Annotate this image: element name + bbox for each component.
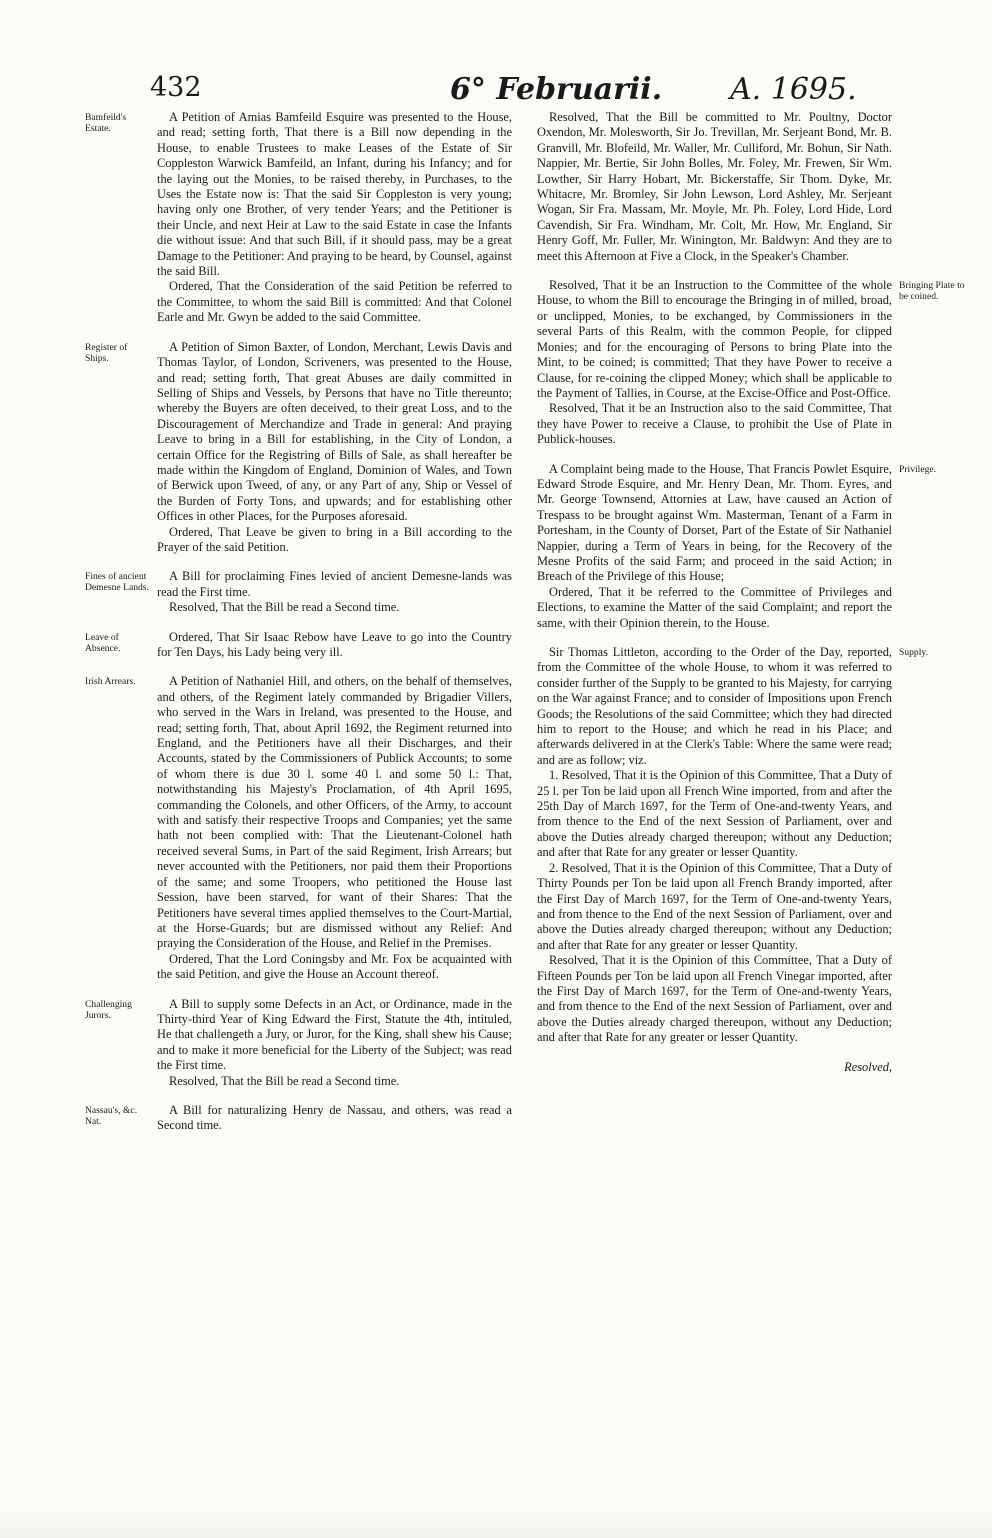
- paragraph: A Bill for proclaiming Fines levied of ancient Demesne-lands was read the First time.: [157, 569, 512, 599]
- journal-date: 6° Februarii.: [450, 72, 663, 107]
- entry-supply: [537, 645, 928, 1046]
- paragraph: Resolved, That the Bill be read a Second time.: [169, 1073, 400, 1088]
- paragraph: Ordered, That Sir Isaac Rebow have Leave to go into the Country for Ten Days, his Lady being very ill.: [157, 629, 512, 659]
- margin-note: Privilege.: [899, 463, 937, 475]
- paragraph: A Petition of Simon Baxter, of London, Merchant, Lewis Davis and Thomas Taylor, of London, Scriveners, was presented to the House, and read; setting forth, That great Abuses are daily committed in Selling of Ships and Vessels, by Persons that have no Title thereunto; whereby the Buyers are often deceived, to their great Loss, and to the Discouragement of Merchandize and Trade in general: And praying Leave to bring in a Bill for establishing, in the City of London, a certain Office for the Registring of Bills of Sale, as shall hereafter be made within the Kingdom of England, Dominion of Wales, and Town of Berwick upon Tweed, of any, or any Part of any, Ship or Vessel of the Burden of Forty Tons, and upwards; and for establishing other Offices in other Places, for the Purposes aforesaid.: [157, 339, 512, 524]
- paragraph: Ordered, That the Consideration of the said Petition be referred to the Committee, to whom the said Bill is committed: And that Colonel Earle and Mr. Gwyn be added to the said Committee.: [157, 279, 512, 325]
- margin-note: Bamfeild's Estate.: [85, 112, 127, 134]
- margin-note: Irish Arrears.: [85, 676, 136, 688]
- paragraph: A Complaint being made to the House, That Francis Powlet Esquire, Edward Strode Esquire, and Mr. Henry Dean, Mr. Thom. Eyres, and Mr. George Townsend, Attornies at Law, have caused an Action of Trespass to be brought against Wm. Masterman, Tenant of a Farm in Portesham, in the County of Dorset, Part of the Estate of Sir Nathaniel Nappier, during a Term of Years in being, for the Recovery of the Mesne Profits of the said Farm; and proceed in the said Action; in Breach of the Privilege of this House;: [537, 461, 892, 584]
- left-column: [85, 110, 512, 1148]
- margin-note: Register of Ships.: [85, 341, 128, 364]
- entry-fines-demesne: [85, 569, 512, 615]
- paragraph: 2. Resolved, That it is the Opinion of this Committee, That a Duty of Thirty Pounds per Ton be laid upon all French Brandy imported, after the First Day of March 1697, for the Term of One-and-twenty Years, and from thence to the End of the next Session of Parliament, over and above the Duties already charged thereupon; without any Deduction; and after that Rate for any greater or lesser Quantity.: [537, 860, 892, 952]
- paragraph: A Bill for naturalizing Henry de Nassau, and others, was read a Second time.: [157, 1102, 512, 1133]
- page-number: 432: [150, 72, 202, 103]
- paragraph: Resolved, That it be an Instruction to the Committee of the whole House, to whom the Bill to encourage the Bringing in of milled, broad, or unclipped, Monies, to be exchanged, by Commissioners in the several Parts of this Realm, with the common People, for clipped Monies; and for the encouraging of Persons to bring Plate into the Mint, to be coined; is committed; That they have Power to receive a Clause, for re-coining the clipped Money; which shall be applicable to the Payment of Tallies, in Course, at the Excise-Office and Post-Office.: [537, 278, 892, 400]
- margin-note: Bringing Plate to be coined.: [899, 280, 965, 303]
- paragraph: Resolved, That the Bill be committed to Mr. Poultny, Doctor Oxendon, Mr. Molesworth, Sir Jo. Trevillan, Mr. Serjeant Bond, Mr. B. Granvill, Mr. Blofeild, Mr. Waller, Mr. Culliford, Mr. Bohun, Sir Nath. Nappier, Mr. Bertie, Sir John Bolles, Mr. Foley, Mr. Frewen, Sir Wm. Lowther, Sir Harry Hobart, Mr. Bickerstaffe, Sir Thom. Dyke, Mr. Whitacre, Mr. Bromley, Sir John Lewson, Lord Ashley, Mr. Serjeant Wogan, Sir Fra. Massam, Mr. Moyle, Mr. Ph. Foley, Lord Hide, Lord Cavendish, Sir Fra. Windham, Mr. Colt, Mr. How, Mr. England, Sir Henry Goff, Mr. Fuller, Mr. Winington, Mr. Baldwyn: And they are to meet this Afternoon at Five a Clock, in the Speaker's Chamber.: [537, 110, 892, 263]
- paragraph: Ordered, That Leave be given to bring in a Bill according to the Prayer of the said Petition.: [157, 524, 512, 554]
- paragraph: Ordered, That it be referred to the Committee of Privileges and Elections, to examine the Matter of the said Complaint; and report the same, with their Opinion therein, to the House.: [537, 584, 892, 630]
- catchword: Resolved,: [844, 1059, 892, 1074]
- paragraph: Resolved, That it is the Opinion of this Committee, That a Duty of Fifteen Pounds per Ton be laid upon all French Vinegar imported, after the First Day of March 1697, for the Term of One-and-twenty Years, and from thence to the End of the next Session of Parliament, over and above the Duties already charged thereupon, without any Deduction; and after that Rate for any greater or lesser Quantity.: [537, 953, 892, 1045]
- margin-note: Challenging Jurors.: [85, 998, 132, 1021]
- paragraph: 1. Resolved, That it is the Opinion of this Committee, That a Duty of 25 l. per Ton be laid upon all French Wine imported, from and after the 25th Day of March 1697, for the Term of One-and-twenty Years, and from thence to the End of the next Session of Parliament, over and above the Duties already charged thereupon; without any Deduction; and after that Rate for any greater or lesser Quantity.: [537, 768, 892, 860]
- paragraph: Resolved, That it be an Instruction also to the said Committee, That they have Power to receive a Clause, to prohibit the Use of Plate in Publick-houses.: [537, 401, 892, 447]
- entry-irish-arrears: [85, 674, 512, 982]
- margin-note: Leave of Absence.: [85, 631, 121, 654]
- entry-plate-coined: [537, 278, 965, 447]
- entry-committee-members: [537, 110, 892, 264]
- paragraph: A Petition of Nathaniel Hill, and others, on the behalf of themselves, and others, of the Regiment lately commanded by Brigadier Villers, who served in the Wars in Ireland, was presented to the House, and read; setting forth, That, about April 1692, the Regiment returned into England, and the Petitioners have all their Discharges, and their Accounts, stated by the Commissioners of Publick Accounts; to some of whom there is due 30 l. some 40 l. and some 50 l.: That, notwithstanding his Majesty's Proclamation, of 4th April 1695, commanding the Colonels, and other Officers, of the Army, to account with and satisfy their respective Troops and Companies; yet the same hath not been complied with: That the Lieutenant-Colonel hath received several Sums, in Part of the said Regiment, Irish Arrears; but never accounted with the Petitioners, nor paid them their Proportions of the same; and some Troopers, who petitioned the House last Session, have been starved, for want of their Shares: That the Petitioners have several times applied themselves to the Court-Martial, at the Horse-Guards; but are dismissed without any Relief: And praying the Consideration of the House, and Relief in the Premises.: [157, 674, 512, 951]
- margin-note: Supply.: [899, 647, 928, 658]
- page-header: [0, 72, 992, 112]
- entry-nassau-naturalization: [85, 1102, 512, 1134]
- entry-register-of-ships: [85, 339, 512, 556]
- entry-bamfeild-estate: [85, 110, 512, 326]
- paragraph: Resolved, That the Bill be read a Second time.: [169, 600, 400, 615]
- paragraph: A Bill to supply some Defects in an Act, or Ordinance, made in the Thirty-third Year of King Edward the First, Statute the 4th, intituled, He that challengeth a Jury, or Juror, for the King, shall shew his Cause; and to make it more beneficial for the Liberty of the Subject; was read the First time.: [157, 996, 512, 1073]
- paragraph: A Petition of Amias Bamfeild Esquire was presented to the House, and read; setting forth, That there is a Bill now depending in the House, to enable Trustees to make Leases of the Estate of Sir Coppleston Warwick Bamfeild, an Infant, during his Infancy; and for the laying out the Monies, to be raised thereby, in Purchases, to the Uses the Estate now is: That the said Sir Coppleston is very young; having only one Brother, of very tender Years; and the Petitioner is their Uncle, and next Heir at Law to the said Estate in case the Infants die without issue: And that such Bill, if it should pass, may be a great Damage to the Petitioner: And praying to be heard, by Counsel, against the said Bill.: [157, 110, 512, 279]
- paragraph: Sir Thomas Littleton, according to the Order of the Day, reported, from the Committee of the whole House, to whom it was referred to consider further of the Supply to be granted to his Majesty, for carrying on the War against France; and to consider of Impositions upon French Goods; the Resolutions of the said Committee; which they had directed him to report to the House; and which he read in his Place; and afterwards delivered in at the Clerk's Table: Where the same were read; and are as follow; viz.: [537, 645, 892, 767]
- entry-privilege: [537, 461, 937, 631]
- margin-note: Fines of ancient Demesne Lands.: [85, 571, 149, 594]
- journal-year: A. 1695.: [730, 72, 857, 107]
- margin-note: Nassau's, &c. Nat.: [85, 1104, 138, 1127]
- paragraph: Ordered, That the Lord Coningsby and Mr. Fox be acquainted with the said Petition, and give the House an Account thereof.: [157, 951, 512, 982]
- entry-challenging-jurors: [85, 996, 512, 1089]
- entry-leave-of-absence: [85, 629, 512, 661]
- page-bottom-shadow: [0, 1508, 992, 1538]
- right-column: [537, 110, 965, 1075]
